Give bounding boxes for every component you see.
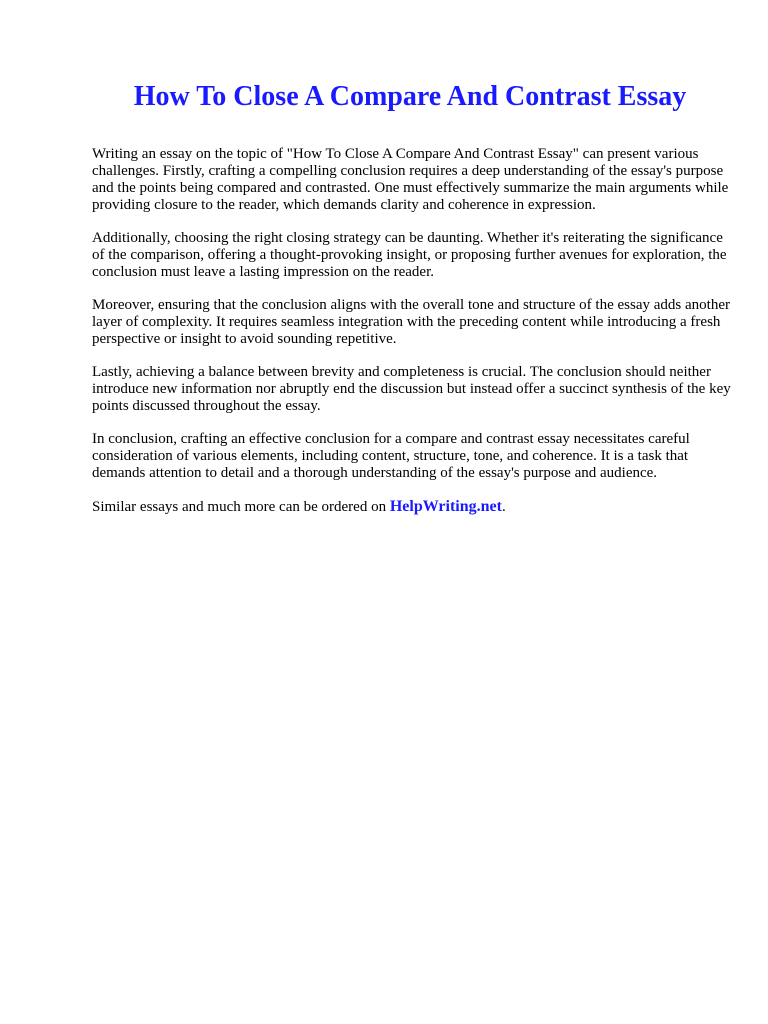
paragraph-balance: Lastly, achieving a balance between brevity and completeness is crucial. The conclusion should neither introduce new information nor abruptly end the discussion but instead offer a succinct synthesis of the key points discussed throughout the essay. [92,364,731,414]
closing-period: . [501,499,506,515]
page-title: How To Close A Compare And Contrast Essay [133,81,687,112]
paragraph-intro: Writing an essay on the topic of "How To Close A Compare And Contrast Essay" can present various challenges. Firstly, crafting a compelling conclusion requires a deep understanding of the essay's purpose and the points being compared and contrasted. One must effectively summarize the main arguments while providing closure to the reader, which demands clarity and coherence in expression. [92,146,729,213]
closing-text: Similar essays and much more can be ordered on [92,499,390,515]
paragraph-conclusion: In conclusion, crafting an effective conclusion for a compare and contrast essay necessitates careful consideration of various elements, including content, structure, tone, and coherence. It is a task that demands attention to detail and a thorough understanding of the essay's purpose and audience. [92,431,690,481]
paragraph-strategy: Additionally, choosing the right closing strategy can be daunting. Whether it's reiterating the significance of the comparison, offering a thought-provoking insight, or proposing further avenues for exploration, the conclusion must leave a lasting impression on the reader. [92,230,727,280]
paragraph-tone: Moreover, ensuring that the conclusion aligns with the overall tone and structure of the essay adds another layer of complexity. It requires seamless integration with the preceding content while introducing a fresh perspective or insight to avoid sounding repetitive. [92,297,730,347]
essay-body [92,146,732,532]
helpwriting-link[interactable]: HelpWriting.net [389,498,502,515]
closing-line [92,498,732,516]
